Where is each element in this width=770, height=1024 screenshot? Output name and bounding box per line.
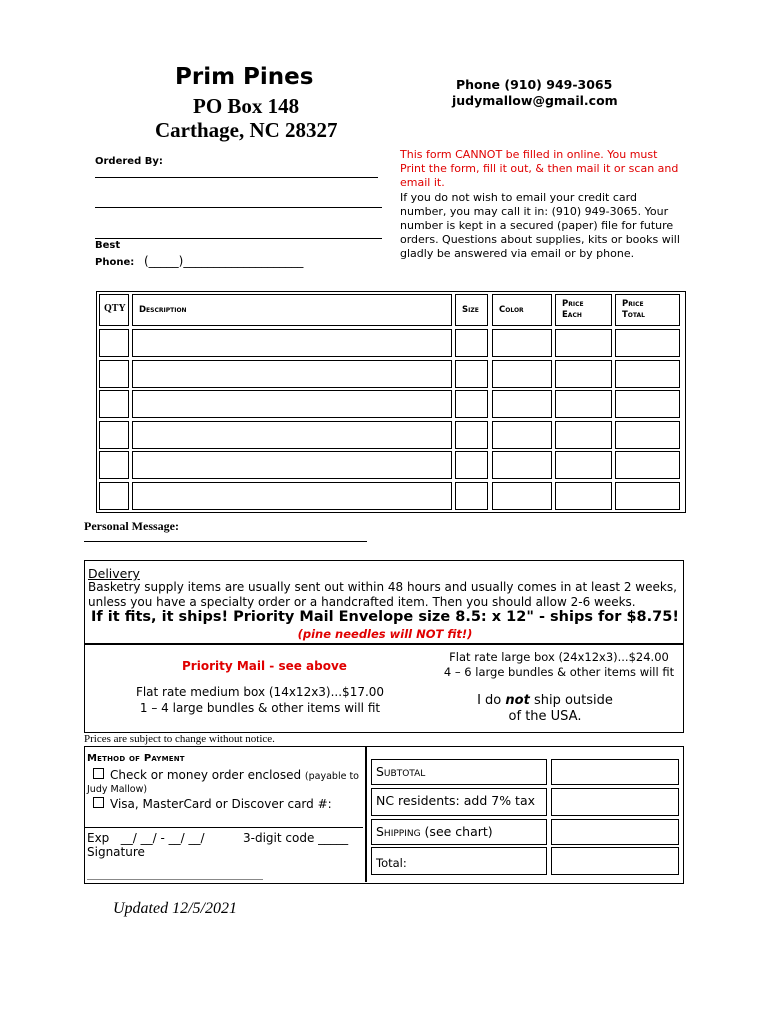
- check-option[interactable]: [93, 768, 359, 782]
- order-cell-size[interactable]: [455, 329, 488, 357]
- email-address: judymallow@gmail.com: [452, 93, 618, 108]
- header-price-each-1: Price: [562, 299, 584, 309]
- pine-needles-note: (pine needles will NOT fit!): [297, 627, 473, 641]
- ordered-by-line-1[interactable]: [95, 177, 378, 178]
- order-cell-price-each[interactable]: [555, 329, 612, 357]
- order-cell-size[interactable]: [455, 390, 488, 418]
- shipping-label-pre: Shipping: [376, 824, 421, 839]
- personal-message-line[interactable]: [84, 541, 367, 542]
- order-cell-size[interactable]: [455, 482, 488, 510]
- delivery-line-1: Basketry supply items are usually sent out within 48 hours and usually comes in at least 2 weeks,: [88, 580, 677, 594]
- header-description: Description: [132, 294, 452, 326]
- header-price-total-1: Price: [622, 299, 644, 309]
- order-cell-price-total[interactable]: [615, 329, 680, 357]
- order-cell-qty[interactable]: [99, 390, 129, 418]
- no-ship-emph: not: [505, 693, 530, 708]
- prices-note: Prices are subject to change without notice.: [84, 733, 275, 745]
- tax-value[interactable]: [551, 788, 679, 816]
- order-cell-price-total[interactable]: [615, 482, 680, 510]
- po-box: PO Box 148: [193, 94, 300, 118]
- shipping-box: [84, 644, 684, 733]
- order-cell-qty[interactable]: [99, 482, 129, 510]
- order-cell-qty[interactable]: [99, 360, 129, 388]
- order-cell-description[interactable]: [132, 360, 452, 388]
- order-cell-qty[interactable]: [99, 451, 129, 479]
- order-cell-color[interactable]: [492, 390, 552, 418]
- order-cell-qty[interactable]: [99, 329, 129, 357]
- order-table: [96, 291, 686, 513]
- large-box-line-1: Flat rate large box (24x12x3)...$24.00: [449, 650, 669, 664]
- cvv-label[interactable]: 3-digit code _____: [243, 831, 349, 845]
- order-cell-size[interactable]: [455, 360, 488, 388]
- order-cell-price-each[interactable]: [555, 360, 612, 388]
- order-cell-price-total[interactable]: [615, 421, 680, 449]
- order-cell-description[interactable]: [132, 421, 452, 449]
- signature-label: Signature: [87, 845, 145, 859]
- order-cell-price-each[interactable]: [555, 451, 612, 479]
- delivery-heading: Delivery: [88, 566, 140, 581]
- order-cell-description[interactable]: [132, 329, 452, 357]
- order-cell-price-each[interactable]: [555, 390, 612, 418]
- totals-left-border: [365, 747, 367, 882]
- order-cell-description[interactable]: [132, 451, 452, 479]
- check-label: Check or money order enclosed: [110, 768, 302, 782]
- order-cell-size[interactable]: [455, 451, 488, 479]
- order-cell-color[interactable]: [492, 451, 552, 479]
- order-cell-price-total[interactable]: [615, 451, 680, 479]
- order-cell-color[interactable]: [492, 482, 552, 510]
- phone-blank[interactable]: (_____)____________________: [144, 254, 304, 268]
- header-color: Color: [492, 294, 552, 326]
- header-price-each-2: Each: [562, 310, 582, 320]
- exp-label[interactable]: Exp __/ __/ - __/ __/: [87, 831, 205, 845]
- payment-heading: Method of Payment: [87, 753, 185, 764]
- shipping-label: [371, 819, 547, 845]
- phone-number: Phone (910) 949-3065: [456, 77, 613, 92]
- order-cell-color[interactable]: [492, 329, 552, 357]
- payment-box: [84, 746, 684, 884]
- order-cell-price-total[interactable]: [615, 390, 680, 418]
- large-box-info: [435, 650, 683, 680]
- shipping-label-post: (see chart): [420, 824, 493, 839]
- notice-red-text: This form CANNOT be filled in online. You must Print the form, fill it out, & then mail it or scan and email it.: [400, 148, 679, 190]
- check-note-1: (payable to: [304, 771, 359, 782]
- updated-date: Updated 12/5/2021: [113, 900, 237, 917]
- header-qty: QTY: [99, 294, 129, 326]
- medium-box-info: [125, 685, 395, 716]
- subtotal-value[interactable]: [551, 759, 679, 785]
- medium-box-line-2: 1 – 4 large bundles & other items will fit: [139, 700, 381, 715]
- no-ship-post: ship outside: [529, 693, 613, 708]
- order-cell-price-each[interactable]: [555, 421, 612, 449]
- notice-black-text: If you do not wish to email your credit card number, you may call it in: (910) 949-3065. Your number is kept in a secured (paper) file for future orders. Questions about supplies, kits or books will gladly be answered via email or by phone.: [400, 190, 680, 261]
- city-address: Carthage, NC 28327: [155, 118, 338, 142]
- priority-promo: If it fits, it ships! Priority Mail Envelope size 8.5: x 12" - ships for $8.75!: [91, 609, 679, 625]
- header-price-each: [555, 294, 612, 326]
- total-label: Total:: [371, 847, 547, 875]
- no-international-note: [445, 693, 645, 725]
- order-cell-color[interactable]: [492, 360, 552, 388]
- card-option[interactable]: [93, 797, 332, 811]
- shipping-value[interactable]: [551, 819, 679, 845]
- order-cell-color[interactable]: [492, 421, 552, 449]
- card-checkbox[interactable]: [93, 797, 104, 808]
- header-price-total: [615, 294, 680, 326]
- online-notice: [400, 148, 680, 262]
- check-checkbox[interactable]: [93, 768, 104, 779]
- ordered-by-line-2[interactable]: [95, 207, 382, 208]
- business-name: Prim Pines: [175, 64, 314, 90]
- medium-box-line-1: Flat rate medium box (14x12x3)...$17.00: [135, 685, 385, 699]
- no-ship-pre: I do: [477, 693, 506, 708]
- order-cell-size[interactable]: [455, 421, 488, 449]
- payment-divider: [85, 827, 363, 828]
- card-label: Visa, MasterCard or Discover card #:: [110, 797, 332, 811]
- signature-line[interactable]: [87, 879, 263, 880]
- best-phone-label-1: Best: [95, 240, 121, 251]
- header-price-total-2: Total: [622, 310, 645, 320]
- subtotal-label: Subtotal: [371, 759, 547, 785]
- tax-label: NC residents: add 7% tax: [371, 788, 547, 816]
- personal-message-label: Personal Message:: [84, 519, 179, 533]
- delivery-line-2: unless you have a specialty order or a handcrafted item. Then you should allow 2-6 weeks.: [88, 595, 636, 609]
- delivery-box: [84, 560, 684, 644]
- order-cell-description[interactable]: [132, 482, 452, 510]
- ordered-by-line-3[interactable]: [95, 238, 382, 239]
- ordered-by-label: Ordered By:: [95, 156, 163, 167]
- order-cell-price-each[interactable]: [555, 482, 612, 510]
- best-phone-label-2: Phone:: [95, 257, 135, 268]
- total-value[interactable]: [551, 847, 679, 875]
- priority-mail-label: Priority Mail - see above: [182, 659, 347, 673]
- order-cell-description[interactable]: [132, 390, 452, 418]
- large-box-line-2: 4 – 6 large bundles & other items will fit: [443, 665, 675, 679]
- order-cell-qty[interactable]: [99, 421, 129, 449]
- no-ship-line-2: of the USA.: [508, 709, 582, 724]
- header-size: Size: [455, 294, 488, 326]
- order-cell-price-total[interactable]: [615, 360, 680, 388]
- check-note-2: Judy Mallow): [87, 784, 148, 795]
